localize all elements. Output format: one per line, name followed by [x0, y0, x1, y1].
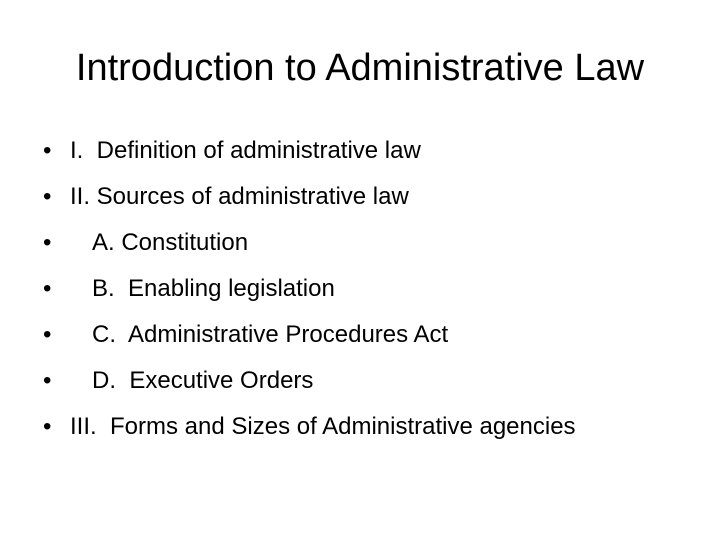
bullet-icon: • [43, 183, 52, 210]
bullet-icon: • [43, 275, 52, 302]
bullet-item-apa [43, 312, 703, 358]
bullet-icon: • [43, 321, 52, 348]
bullet-text: D. Executive Orders [92, 367, 314, 394]
bullet-item-definition [43, 128, 703, 174]
bullet-item-executive-orders [43, 358, 703, 404]
slide-title: Introduction to Administrative Law [75, 47, 645, 89]
bullet-icon: • [43, 413, 52, 440]
bullet-text: III. Forms and Sizes of Administrative agencies [70, 413, 576, 440]
bullet-text: II. Sources of administrative law [70, 183, 409, 210]
bullet-item-sources [43, 174, 703, 220]
bullet-icon: • [43, 229, 52, 256]
bullet-list [43, 128, 703, 450]
bullet-icon: • [43, 367, 52, 394]
bullet-item-constitution [43, 220, 703, 266]
bullet-item-enabling-legislation [43, 266, 703, 312]
bullet-text: A. Constitution [92, 229, 249, 256]
bullet-text: B. Enabling legislation [92, 275, 335, 302]
bullet-text: C. Administrative Procedures Act [92, 321, 449, 348]
bullet-text: I. Definition of administrative law [70, 137, 421, 164]
bullet-item-forms-and-sizes [43, 404, 703, 450]
bullet-icon: • [43, 137, 52, 164]
